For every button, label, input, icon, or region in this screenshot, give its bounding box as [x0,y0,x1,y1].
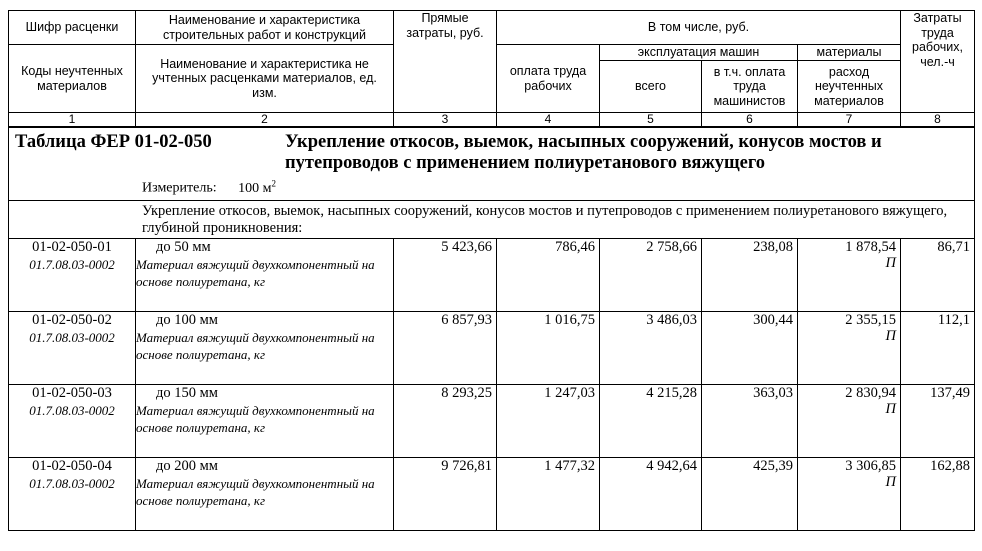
column-number: 6 [702,113,798,128]
work-name: до 100 мм [156,311,218,328]
machinists-pay: 238,08 [702,238,798,311]
header-machines: эксплуатация машин [600,45,798,61]
table-row [9,457,975,530]
machines-total: 4 215,28 [600,384,702,457]
column-number: 8 [901,113,975,128]
column-number: 5 [600,113,702,128]
table-row [9,238,975,311]
machines-total: 4 942,64 [600,457,702,530]
labor-hours: 137,49 [901,384,975,457]
machinists-pay: 425,39 [702,457,798,530]
table-title-block [9,127,975,200]
rates-document [8,10,974,531]
table-name: Укрепление откосов, выемок, насыпных сооружений, конусов мостов и путепроводов с применением полиуретанового вяжущего [285,132,882,173]
machines-total: 3 486,03 [600,311,702,384]
rate-code: 01-02-050-02 [32,311,112,328]
header-labor-pay: оплата труда рабочих [497,45,600,113]
work-name: до 150 мм [156,384,218,401]
measure-sup: 2 [271,178,276,188]
measure [9,174,974,200]
material-code: 01.7.08.03-0002 [29,256,115,272]
material-flag: П [885,400,896,417]
material-flag: П [885,327,896,344]
material-name: Материал вяжущий двухкомпонентный на основе полиуретана, кг [136,475,375,508]
header-labor-hours: Затраты труда рабочих, чел.-ч [901,11,975,113]
rate-code: 01-02-050-03 [32,384,112,401]
material-code: 01.7.08.03-0002 [29,402,115,418]
direct-costs: 5 423,66 [394,238,497,311]
machines-total: 2 758,66 [600,238,702,311]
table-row [9,384,975,457]
rates-table [8,10,975,531]
labor-pay: 1 016,75 [497,311,600,384]
labor-pay: 1 247,03 [497,384,600,457]
work-name: до 50 мм [156,238,211,255]
materials-cost: 2 355,15 [845,311,896,328]
table-code: Таблица ФЕР 01-02-050 [15,132,212,152]
materials-cost: 1 878,54 [845,238,896,255]
labor-hours: 162,88 [901,457,975,530]
header-materials: материалы [798,45,901,61]
materials-cost: 2 830,94 [845,384,896,401]
material-name: Материал вяжущий двухкомпонентный на основе полиуретана, кг [136,402,375,435]
labor-pay: 786,46 [497,238,600,311]
labor-hours: 112,1 [901,311,975,384]
header-rate-code: Шифр расценки [9,11,136,45]
machinists-pay: 300,44 [702,311,798,384]
header-including: В том числе, руб. [497,11,901,45]
measure-unit [238,178,276,196]
measure-label: Измеритель: [142,180,217,196]
rate-code: 01-02-050-04 [32,457,112,474]
labor-hours: 86,71 [901,238,975,311]
material-code: 01.7.08.03-0002 [29,475,115,491]
group-description: Укрепление откосов, выемок, насыпных сооружений, конусов мостов и путепроводов с применением полиуретанового вяжущего, глубиной проникновения: [142,202,948,236]
rate-code: 01-02-050-01 [32,238,112,255]
column-number: 1 [9,113,136,128]
labor-pay: 1 477,32 [497,457,600,530]
table-row [9,311,975,384]
column-number: 3 [394,113,497,128]
material-flag: П [885,254,896,271]
header-machinists-pay: в т.ч. оплата труда машинистов [702,61,798,113]
column-number: 2 [136,113,394,128]
materials-cost: 3 306,85 [845,457,896,474]
material-name: Материал вяжущий двухкомпонентный на основе полиуретана, кг [136,329,375,362]
direct-costs: 8 293,25 [394,384,497,457]
direct-costs: 9 726,81 [394,457,497,530]
material-name: Материал вяжущий двухкомпонентный на основе полиуретана, кг [136,256,375,289]
column-number: 7 [798,113,901,128]
measure-value: 100 м [238,180,272,196]
column-number: 4 [497,113,600,128]
material-code: 01.7.08.03-0002 [29,329,115,345]
header-work-name: Наименование и характеристика строительных работ и конструкций [136,11,394,45]
work-name: до 200 мм [156,457,218,474]
header-unaccounted-materials: расход неучтенных материалов [798,61,901,113]
direct-costs: 6 857,93 [394,311,497,384]
machinists-pay: 363,03 [702,384,798,457]
material-flag: П [885,473,896,490]
header-material-codes: Коды неучтенных материалов [9,45,136,113]
header-machines-total: всего [600,61,702,113]
header-material-names: Наименование и характеристика не учтенных расценками материалов, ед. изм. [136,45,394,113]
header-direct-costs: Прямые затраты, руб. [394,11,497,113]
